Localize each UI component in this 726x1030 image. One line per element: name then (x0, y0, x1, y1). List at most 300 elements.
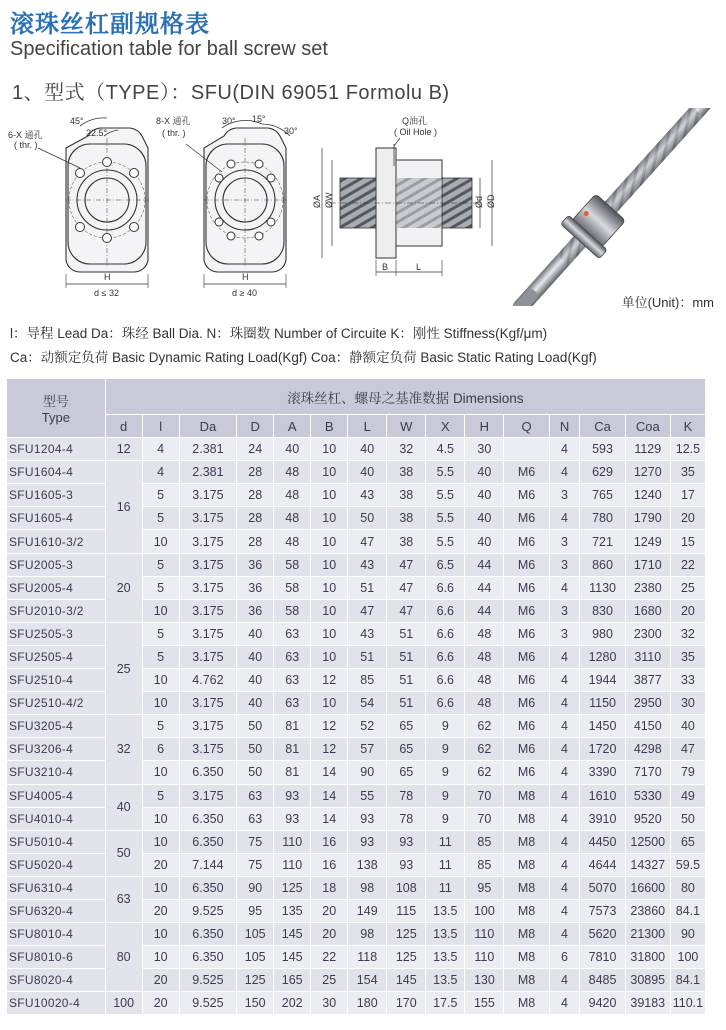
fig2-angle-30b: 30° (284, 126, 298, 136)
model-cell: SFU3206-4 (7, 738, 106, 761)
value-cell: 4644 (580, 853, 625, 876)
value-cell: 4 (142, 438, 179, 461)
value-cell: 48 (465, 645, 504, 668)
type-line: 1、型式（TYPE）：SFU(DIN 69051 Formolu B) (12, 82, 450, 104)
value-cell: 2.381 (179, 438, 237, 461)
value-cell: 50 (670, 807, 705, 830)
value-cell: 10 (142, 761, 179, 784)
value-cell: 3390 (580, 761, 625, 784)
value-cell: 98 (348, 923, 387, 946)
value-cell: 6 (549, 946, 580, 969)
value-cell: 85 (465, 853, 504, 876)
value-cell: 6 (142, 738, 179, 761)
value-cell: 1720 (580, 738, 625, 761)
value-cell: 4 (549, 969, 580, 992)
value-cell: M8 (504, 876, 549, 899)
value-cell: 10 (142, 807, 179, 830)
value-cell: 93 (348, 830, 387, 853)
value-cell: 47 (670, 738, 705, 761)
value-cell: M6 (504, 507, 549, 530)
value-cell: 135 (274, 899, 311, 922)
value-cell: 90 (348, 761, 387, 784)
value-cell: M6 (504, 599, 549, 622)
column-header: X (426, 415, 465, 438)
value-cell: 47 (387, 553, 426, 576)
value-cell: 3 (549, 622, 580, 645)
model-cell: SFU3205-4 (7, 715, 106, 738)
value-cell: 58 (274, 599, 311, 622)
value-cell: 5 (142, 784, 179, 807)
value-cell: 6.350 (179, 807, 237, 830)
value-cell: 48 (465, 622, 504, 645)
value-cell: 9 (426, 784, 465, 807)
value-cell: 1249 (625, 530, 670, 553)
value-cell: 62 (465, 738, 504, 761)
value-cell: 51 (387, 692, 426, 715)
value-cell: 2.381 (179, 461, 237, 484)
value-cell: 93 (348, 807, 387, 830)
value-cell: 4 (549, 784, 580, 807)
value-cell: 10 (311, 507, 348, 530)
value-cell: 51 (348, 576, 387, 599)
dim-w-label: ØW (324, 192, 334, 208)
value-cell: 18 (311, 876, 348, 899)
value-cell: 1680 (625, 599, 670, 622)
value-cell: 10 (311, 599, 348, 622)
value-cell: 44 (465, 599, 504, 622)
column-header: Coa (625, 415, 670, 438)
value-cell: 4 (549, 761, 580, 784)
oil-hole-en: ( Oil Hole ) (394, 127, 438, 137)
value-cell: 9 (426, 715, 465, 738)
value-cell: 40 (670, 715, 705, 738)
value-cell: 7573 (580, 899, 625, 922)
value-cell: 10 (142, 669, 179, 692)
model-header (7, 379, 106, 438)
value-cell: 33 (670, 669, 705, 692)
fig1-hole-label: 6-X 通孔 (8, 130, 43, 140)
dim-d-large-label: ØD (486, 194, 496, 208)
value-cell: 85 (465, 830, 504, 853)
value-cell: 40 (237, 669, 274, 692)
value-cell: 10 (142, 599, 179, 622)
value-cell: 10 (311, 692, 348, 715)
value-cell: 13.5 (426, 946, 465, 969)
column-header: W (387, 415, 426, 438)
value-cell: 12 (311, 738, 348, 761)
value-cell: 44 (465, 553, 504, 576)
value-cell: 30895 (625, 969, 670, 992)
value-cell: 12.5 (670, 438, 705, 461)
value-cell: 10 (311, 622, 348, 645)
value-cell: 31800 (625, 946, 670, 969)
value-cell: 38 (387, 461, 426, 484)
column-header: N (549, 415, 580, 438)
value-cell: 9.525 (179, 969, 237, 992)
model-cell: SFU8020-4 (7, 969, 106, 992)
fig1-angle-45: 45° (70, 116, 84, 126)
value-cell: 5 (142, 484, 179, 507)
value-cell: 21300 (625, 923, 670, 946)
value-cell: 118 (348, 946, 387, 969)
value-cell: M8 (504, 969, 549, 992)
value-cell: 32 (670, 622, 705, 645)
value-cell: 48 (274, 484, 311, 507)
value-cell: 93 (274, 784, 311, 807)
fig1-angle-22: 22.5° (86, 128, 108, 138)
column-header: D (237, 415, 274, 438)
page-title-en: Specification table for ball screw set (10, 38, 328, 60)
value-cell: 4 (549, 692, 580, 715)
value-cell: 125 (237, 969, 274, 992)
table-row (7, 830, 706, 853)
fig2-angle-15: 15° (252, 114, 266, 124)
flange-drawing-small (8, 116, 148, 298)
model-header-cn: 型号 (42, 394, 69, 410)
value-cell: 93 (274, 807, 311, 830)
value-cell: 23860 (625, 899, 670, 922)
d-cell: 80 (105, 923, 142, 992)
value-cell: 3.175 (179, 645, 237, 668)
fig1-thr-label: ( thr. ) (14, 140, 38, 150)
value-cell: 63 (274, 669, 311, 692)
value-cell: 5 (142, 507, 179, 530)
value-cell: 6.6 (426, 669, 465, 692)
value-cell: 2300 (625, 622, 670, 645)
value-cell: 11 (426, 853, 465, 876)
value-cell: 4 (549, 461, 580, 484)
value-cell: 54 (348, 692, 387, 715)
model-cell: SFU6320-4 (7, 899, 106, 922)
column-header: L (348, 415, 387, 438)
table-row (7, 715, 706, 738)
value-cell: 4298 (625, 738, 670, 761)
value-cell: 593 (580, 438, 625, 461)
value-cell: 43 (348, 622, 387, 645)
value-cell: 10 (311, 576, 348, 599)
value-cell: 58 (274, 576, 311, 599)
value-cell: 5.5 (426, 507, 465, 530)
model-cell: SFU2005-3 (7, 553, 106, 576)
fig2-d-label: d ≥ 40 (232, 288, 257, 298)
value-cell: 3877 (625, 669, 670, 692)
column-header: l (142, 415, 179, 438)
value-cell: 5070 (580, 876, 625, 899)
value-cell: 13.5 (426, 899, 465, 922)
column-header: Da (179, 415, 237, 438)
value-cell: 39183 (625, 992, 670, 1015)
value-cell: 110 (274, 853, 311, 876)
value-cell: 780 (580, 507, 625, 530)
value-cell: 20 (311, 923, 348, 946)
value-cell: M6 (504, 484, 549, 507)
value-cell: 14 (311, 784, 348, 807)
model-cell: SFU3210-4 (7, 761, 106, 784)
column-header: Ca (580, 415, 625, 438)
value-cell: M8 (504, 830, 549, 853)
model-cell: SFU4010-4 (7, 807, 106, 830)
dim-d-small-label: Ød (474, 195, 484, 208)
value-cell: M6 (504, 622, 549, 645)
value-cell: 9.525 (179, 899, 237, 922)
value-cell: M6 (504, 692, 549, 715)
flange-drawing-large (156, 114, 298, 298)
model-cell: SFU2005-4 (7, 576, 106, 599)
value-cell: 63 (274, 645, 311, 668)
value-cell: 1944 (580, 669, 625, 692)
value-cell: 138 (348, 853, 387, 876)
value-cell: 40 (274, 438, 311, 461)
value-cell: M6 (504, 738, 549, 761)
value-cell: 3.175 (179, 692, 237, 715)
value-cell: 95 (237, 899, 274, 922)
value-cell: 32 (387, 438, 426, 461)
value-cell: 95 (465, 876, 504, 899)
value-cell: 5 (142, 645, 179, 668)
value-cell: M8 (504, 784, 549, 807)
legend-line-1: l：导程 Lead Da：珠经 Ball Dia. N：珠圈数 Number of Circuite K：刚性 Stiffness(Kgf/μm) (10, 326, 548, 341)
value-cell: 20 (670, 599, 705, 622)
value-cell: 22 (311, 946, 348, 969)
value-cell: 81 (274, 761, 311, 784)
value-cell: 90 (670, 923, 705, 946)
d-cell: 50 (105, 830, 142, 876)
value-cell: 81 (274, 715, 311, 738)
value-cell: 1710 (625, 553, 670, 576)
value-cell: 6.6 (426, 599, 465, 622)
value-cell: 3.175 (179, 576, 237, 599)
value-cell: 3.175 (179, 715, 237, 738)
fig2-thr-label: ( thr. ) (162, 128, 186, 138)
value-cell: 25 (311, 969, 348, 992)
value-cell: 70 (465, 784, 504, 807)
value-cell: 3 (549, 553, 580, 576)
d-cell: 25 (105, 622, 142, 714)
model-cell: SFU6310-4 (7, 876, 106, 899)
value-cell: 2950 (625, 692, 670, 715)
value-cell: 149 (348, 899, 387, 922)
value-cell: M8 (504, 899, 549, 922)
dim-a-label: ØA (312, 194, 322, 208)
value-cell: 3.175 (179, 507, 237, 530)
value-cell: 14327 (625, 853, 670, 876)
fig2-h-label: H (242, 272, 249, 282)
oil-hole-cn: Q油孔 (402, 116, 428, 126)
value-cell: 165 (274, 969, 311, 992)
value-cell: 4.5 (426, 438, 465, 461)
value-cell: 1280 (580, 645, 625, 668)
value-cell: 22 (670, 553, 705, 576)
value-cell: 51 (348, 645, 387, 668)
model-cell: SFU5010-4 (7, 830, 106, 853)
value-cell: M8 (504, 923, 549, 946)
value-cell: 30 (670, 692, 705, 715)
d-cell: 20 (105, 553, 142, 622)
value-cell: 16600 (625, 876, 670, 899)
column-header: H (465, 415, 504, 438)
d-cell: 32 (105, 715, 142, 784)
value-cell: 12500 (625, 830, 670, 853)
value-cell: 20 (142, 853, 179, 876)
value-cell: 12 (311, 715, 348, 738)
table-row (7, 622, 706, 645)
value-cell: M8 (504, 853, 549, 876)
value-cell: 150 (237, 992, 274, 1015)
value-cell: 9 (426, 807, 465, 830)
value-cell: 63 (274, 692, 311, 715)
fig2-angle-30a: 30° (222, 116, 236, 126)
value-cell: 40 (237, 622, 274, 645)
value-cell: 7810 (580, 946, 625, 969)
model-cell: SFU1604-4 (7, 461, 106, 484)
value-cell: 3110 (625, 645, 670, 668)
value-cell: 1129 (625, 438, 670, 461)
d-cell: 100 (105, 992, 142, 1015)
value-cell: 70 (465, 807, 504, 830)
fig1-h-label: H (104, 272, 111, 282)
value-cell: 4 (549, 715, 580, 738)
value-cell: 75 (237, 853, 274, 876)
value-cell: 980 (580, 622, 625, 645)
value-cell: 51 (387, 669, 426, 692)
fig1-d-label: d ≤ 32 (94, 288, 119, 298)
value-cell: 860 (580, 553, 625, 576)
model-cell: SFU5020-4 (7, 853, 106, 876)
d-cell: 12 (105, 438, 142, 461)
value-cell: 36 (237, 553, 274, 576)
value-cell: 4 (549, 853, 580, 876)
value-cell: 1240 (625, 484, 670, 507)
value-cell: 130 (465, 969, 504, 992)
value-cell: 47 (348, 599, 387, 622)
value-cell: 4 (549, 669, 580, 692)
value-cell: 78 (387, 807, 426, 830)
value-cell: 4 (549, 876, 580, 899)
value-cell: 1130 (580, 576, 625, 599)
value-cell: 5.5 (426, 484, 465, 507)
value-cell: 765 (580, 484, 625, 507)
value-cell: 3910 (580, 807, 625, 830)
value-cell: M6 (504, 553, 549, 576)
column-header: K (670, 415, 705, 438)
value-cell: M6 (504, 461, 549, 484)
value-cell: 28 (237, 461, 274, 484)
value-cell: 6.6 (426, 645, 465, 668)
value-cell: 7.144 (179, 853, 237, 876)
value-cell: 47 (387, 599, 426, 622)
value-cell: 3 (549, 484, 580, 507)
value-cell: 6.350 (179, 923, 237, 946)
value-cell: 36 (237, 576, 274, 599)
value-cell: 10 (311, 461, 348, 484)
value-cell: 105 (237, 946, 274, 969)
value-cell: M8 (504, 992, 549, 1015)
value-cell: 629 (580, 461, 625, 484)
ball-screw-photo (497, 108, 726, 306)
value-cell: 13.5 (426, 969, 465, 992)
value-cell: 1790 (625, 507, 670, 530)
value-cell: M6 (504, 715, 549, 738)
value-cell: 38 (387, 484, 426, 507)
value-cell: 3 (549, 599, 580, 622)
value-cell: 30 (311, 992, 348, 1015)
value-cell: M6 (504, 530, 549, 553)
value-cell: 4 (549, 830, 580, 853)
value-cell: 63 (237, 807, 274, 830)
value-cell: 154 (348, 969, 387, 992)
value-cell: 5 (142, 622, 179, 645)
value-cell: 1150 (580, 692, 625, 715)
value-cell: 43 (348, 553, 387, 576)
value-cell: 1610 (580, 784, 625, 807)
value-cell: 11 (426, 830, 465, 853)
value-cell: 4 (142, 461, 179, 484)
value-cell: 90 (237, 876, 274, 899)
legend-line-2: Ca：动额定负荷 Basic Dynamic Rating Load(Kgf) Coa：静额定负荷 Basic Static Rating Load(Kgf) (10, 350, 597, 365)
d-cell: 16 (105, 461, 142, 553)
value-cell: 17.5 (426, 992, 465, 1015)
value-cell: 115 (387, 899, 426, 922)
unit-label: 单位(Unit)：mm (621, 295, 714, 310)
value-cell: 47 (387, 576, 426, 599)
value-cell: 6.5 (426, 553, 465, 576)
value-cell: 105 (237, 923, 274, 946)
value-cell: 9520 (625, 807, 670, 830)
value-cell: 47 (348, 530, 387, 553)
value-cell: 79 (670, 761, 705, 784)
value-cell: 16 (311, 830, 348, 853)
value-cell: 170 (387, 992, 426, 1015)
value-cell: 59.5 (670, 853, 705, 876)
value-cell: 65 (387, 761, 426, 784)
value-cell: 80 (670, 876, 705, 899)
value-cell: 84.1 (670, 969, 705, 992)
value-cell: 20 (311, 899, 348, 922)
value-cell: 51 (387, 645, 426, 668)
value-cell: 110 (465, 946, 504, 969)
value-cell: 6.350 (179, 830, 237, 853)
value-cell: 110 (274, 830, 311, 853)
value-cell: 81 (274, 738, 311, 761)
value-cell: 35 (670, 461, 705, 484)
value-cell: 5 (142, 715, 179, 738)
model-cell: SFU1605-3 (7, 484, 106, 507)
value-cell: 44 (465, 576, 504, 599)
value-cell: 155 (465, 992, 504, 1015)
value-cell: M6 (504, 576, 549, 599)
value-cell: 63 (237, 784, 274, 807)
value-cell: 12 (311, 669, 348, 692)
value-cell: 3.175 (179, 553, 237, 576)
value-cell: 6.6 (426, 576, 465, 599)
value-cell: 11 (426, 876, 465, 899)
value-cell: 125 (387, 923, 426, 946)
value-cell: 10 (142, 530, 179, 553)
value-cell: 52 (348, 715, 387, 738)
value-cell: 9 (426, 738, 465, 761)
column-header: Q (504, 415, 549, 438)
value-cell: M6 (504, 669, 549, 692)
value-cell: 30 (465, 438, 504, 461)
value-cell: 63 (274, 622, 311, 645)
value-cell: 145 (274, 923, 311, 946)
value-cell: 57 (348, 738, 387, 761)
value-cell: 14 (311, 761, 348, 784)
dim-b-label: B (382, 262, 389, 272)
value-cell: 830 (580, 599, 625, 622)
value-cell: 8485 (580, 969, 625, 992)
value-cell: 40 (237, 645, 274, 668)
